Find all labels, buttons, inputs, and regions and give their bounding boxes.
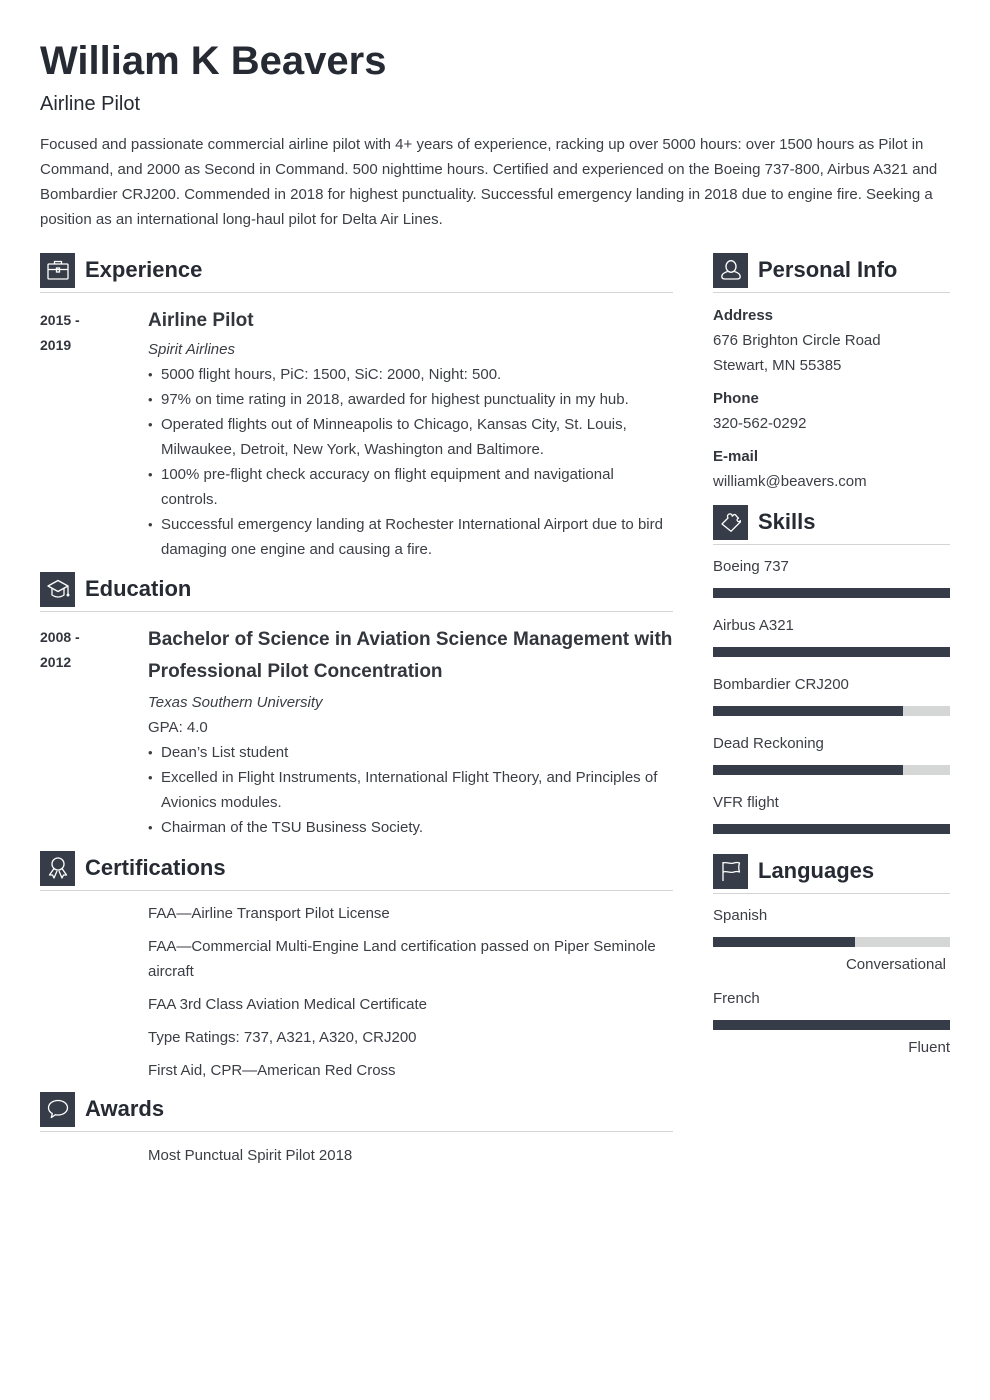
language-level-bar [713, 1020, 950, 1030]
flag-icon [713, 854, 748, 889]
experience-section [40, 252, 673, 562]
certification-item: First Aid, CPR—American Red Cross [148, 1062, 396, 1079]
bullet-item: • Operated flights out of Minneapolis to Chicago, Kansas City, St. Louis, Milwaukee, Detroit, New York, Washington and Baltimore. [148, 412, 673, 462]
skill-name: Airbus A321 [713, 617, 794, 634]
bullet-item: • 97% on time rating in 2018, awarded for highest punctuality in my hub. [148, 387, 673, 412]
address-line-2: Stewart, MN 55385 [713, 357, 842, 374]
entry-dates [40, 624, 148, 840]
section-header [40, 571, 673, 612]
speech-bubble-icon [40, 1092, 75, 1127]
awards-section [40, 1091, 673, 1168]
personal-info-section [713, 252, 950, 494]
bullet-item: • 100% pre-flight check accuracy on flight equipment and navigational controls. [148, 462, 673, 512]
entry-bullets [148, 740, 673, 840]
bullet-item: • Chairman of the TSU Business Society. [148, 815, 673, 840]
bullet-item: • Successful emergency landing at Rochester International Airport due to bird damaging one engine and causing a fire. [148, 512, 673, 562]
skills-section [713, 504, 950, 834]
entry-school: Texas Southern University [148, 694, 323, 711]
phone-label: Phone [713, 390, 759, 407]
date-end: 2019 [40, 337, 72, 353]
address-line-1: 676 Brighton Circle Road [713, 332, 881, 349]
section-title: Experience [85, 257, 203, 282]
date-end: 2012 [40, 654, 72, 670]
section-header [713, 504, 950, 545]
bullet-item: • 5000 flight hours, PiC: 1500, SiC: 2000, Night: 500. [148, 362, 673, 387]
section-header [40, 1091, 673, 1132]
certification-item: FAA—Commercial Multi-Engine Land certification passed on Piper Seminole aircraft [148, 938, 656, 980]
language-level-bar [713, 937, 950, 947]
skill-item [713, 675, 950, 716]
skill-level-bar [713, 706, 950, 716]
main-column [40, 252, 673, 1176]
briefcase-icon [40, 253, 75, 288]
job-title: Airline Pilot [40, 93, 141, 115]
section-title: Certifications [85, 855, 226, 880]
skill-item [713, 557, 950, 598]
skill-name: Dead Reckoning [713, 735, 824, 752]
bullet-item: • Dean’s List student [148, 740, 673, 765]
section-header [713, 252, 950, 293]
language-name: Spanish [713, 907, 768, 924]
email-block [713, 444, 950, 494]
section-title: Personal Info [758, 257, 898, 282]
education-section [40, 571, 673, 840]
entry-gpa: GPA: 4.0 [148, 719, 208, 736]
skill-level-bar [713, 647, 950, 657]
section-title: Skills [758, 509, 816, 534]
section-header [40, 850, 673, 891]
email-label: E-mail [713, 448, 759, 465]
language-item [713, 989, 950, 1058]
date-start: 2008 - [40, 629, 80, 645]
awards-list [148, 1143, 673, 1168]
certification-item: FAA 3rd Class Aviation Medical Certificate [148, 996, 428, 1013]
certification-item: Type Ratings: 737, A321, A320, CRJ200 [148, 1029, 417, 1046]
profile-summary: Focused and passionate commercial airline pilot with 4+ years of experience, racking up over 5000 hours: over 1500 hours as Pilot in Command, and 2000 as Second in Command. 500 nighttime hours. Certified and experienced on the Boeing 737-800, Airbus A321 and Bombardier CRJ200. Commended in 2018 for highest punctuality. Successful emergency landing in 2018 due to engine fire. Seeking a position as an international long-haul pilot for Delta Air Lines. [40, 136, 938, 228]
bullet-item: • Excelled in Flight Instruments, International Flight Theory, and Principles of Avionics modules. [148, 765, 673, 815]
section-header [713, 853, 950, 894]
skill-name: Bombardier CRJ200 [713, 676, 849, 693]
skill-item [713, 734, 950, 775]
sidebar-column [713, 252, 950, 1058]
experience-entry [40, 307, 673, 562]
certifications-section [40, 850, 673, 1083]
user-icon [713, 253, 748, 288]
section-title: Languages [758, 858, 875, 883]
section-title: Awards [85, 1096, 165, 1121]
address-label: Address [713, 307, 774, 324]
email-value: williamk@beavers.com [713, 473, 867, 490]
language-level-label: Fluent [908, 1039, 950, 1056]
skill-level-bar [713, 588, 950, 598]
skill-item [713, 616, 950, 657]
phone-block [713, 386, 950, 436]
entry-bullets [148, 362, 673, 562]
award-ribbon-icon [40, 851, 75, 886]
entry-dates [40, 307, 148, 562]
graduation-cap-icon [40, 572, 75, 607]
skill-level-bar [713, 765, 950, 775]
skill-name: VFR flight [713, 794, 779, 811]
entry-degree: Bachelor of Science in Aviation Science Management with Professional Pilot Concentration [148, 629, 673, 682]
candidate-name: William K Beavers [40, 39, 387, 83]
languages-section [713, 853, 950, 1058]
language-item [713, 906, 950, 975]
address-block [713, 303, 950, 378]
date-start: 2015 - [40, 312, 80, 328]
skill-level-bar [713, 824, 950, 834]
section-title: Education [85, 576, 192, 601]
certification-item: FAA—Airline Transport Pilot License [148, 905, 390, 922]
section-header [40, 252, 673, 293]
certifications-list [148, 901, 673, 1083]
language-name: French [713, 990, 760, 1007]
award-item: Most Punctual Spirit Pilot 2018 [148, 1147, 353, 1164]
entry-org: Spirit Airlines [148, 341, 235, 358]
skill-item [713, 793, 950, 834]
skill-name: Boeing 737 [713, 558, 789, 575]
language-level-label: Conversational [845, 956, 946, 973]
entry-role: Airline Pilot [148, 310, 254, 331]
puzzle-piece-icon [713, 505, 748, 540]
phone-value: 320-562-0292 [713, 415, 807, 432]
education-entry [40, 624, 673, 840]
